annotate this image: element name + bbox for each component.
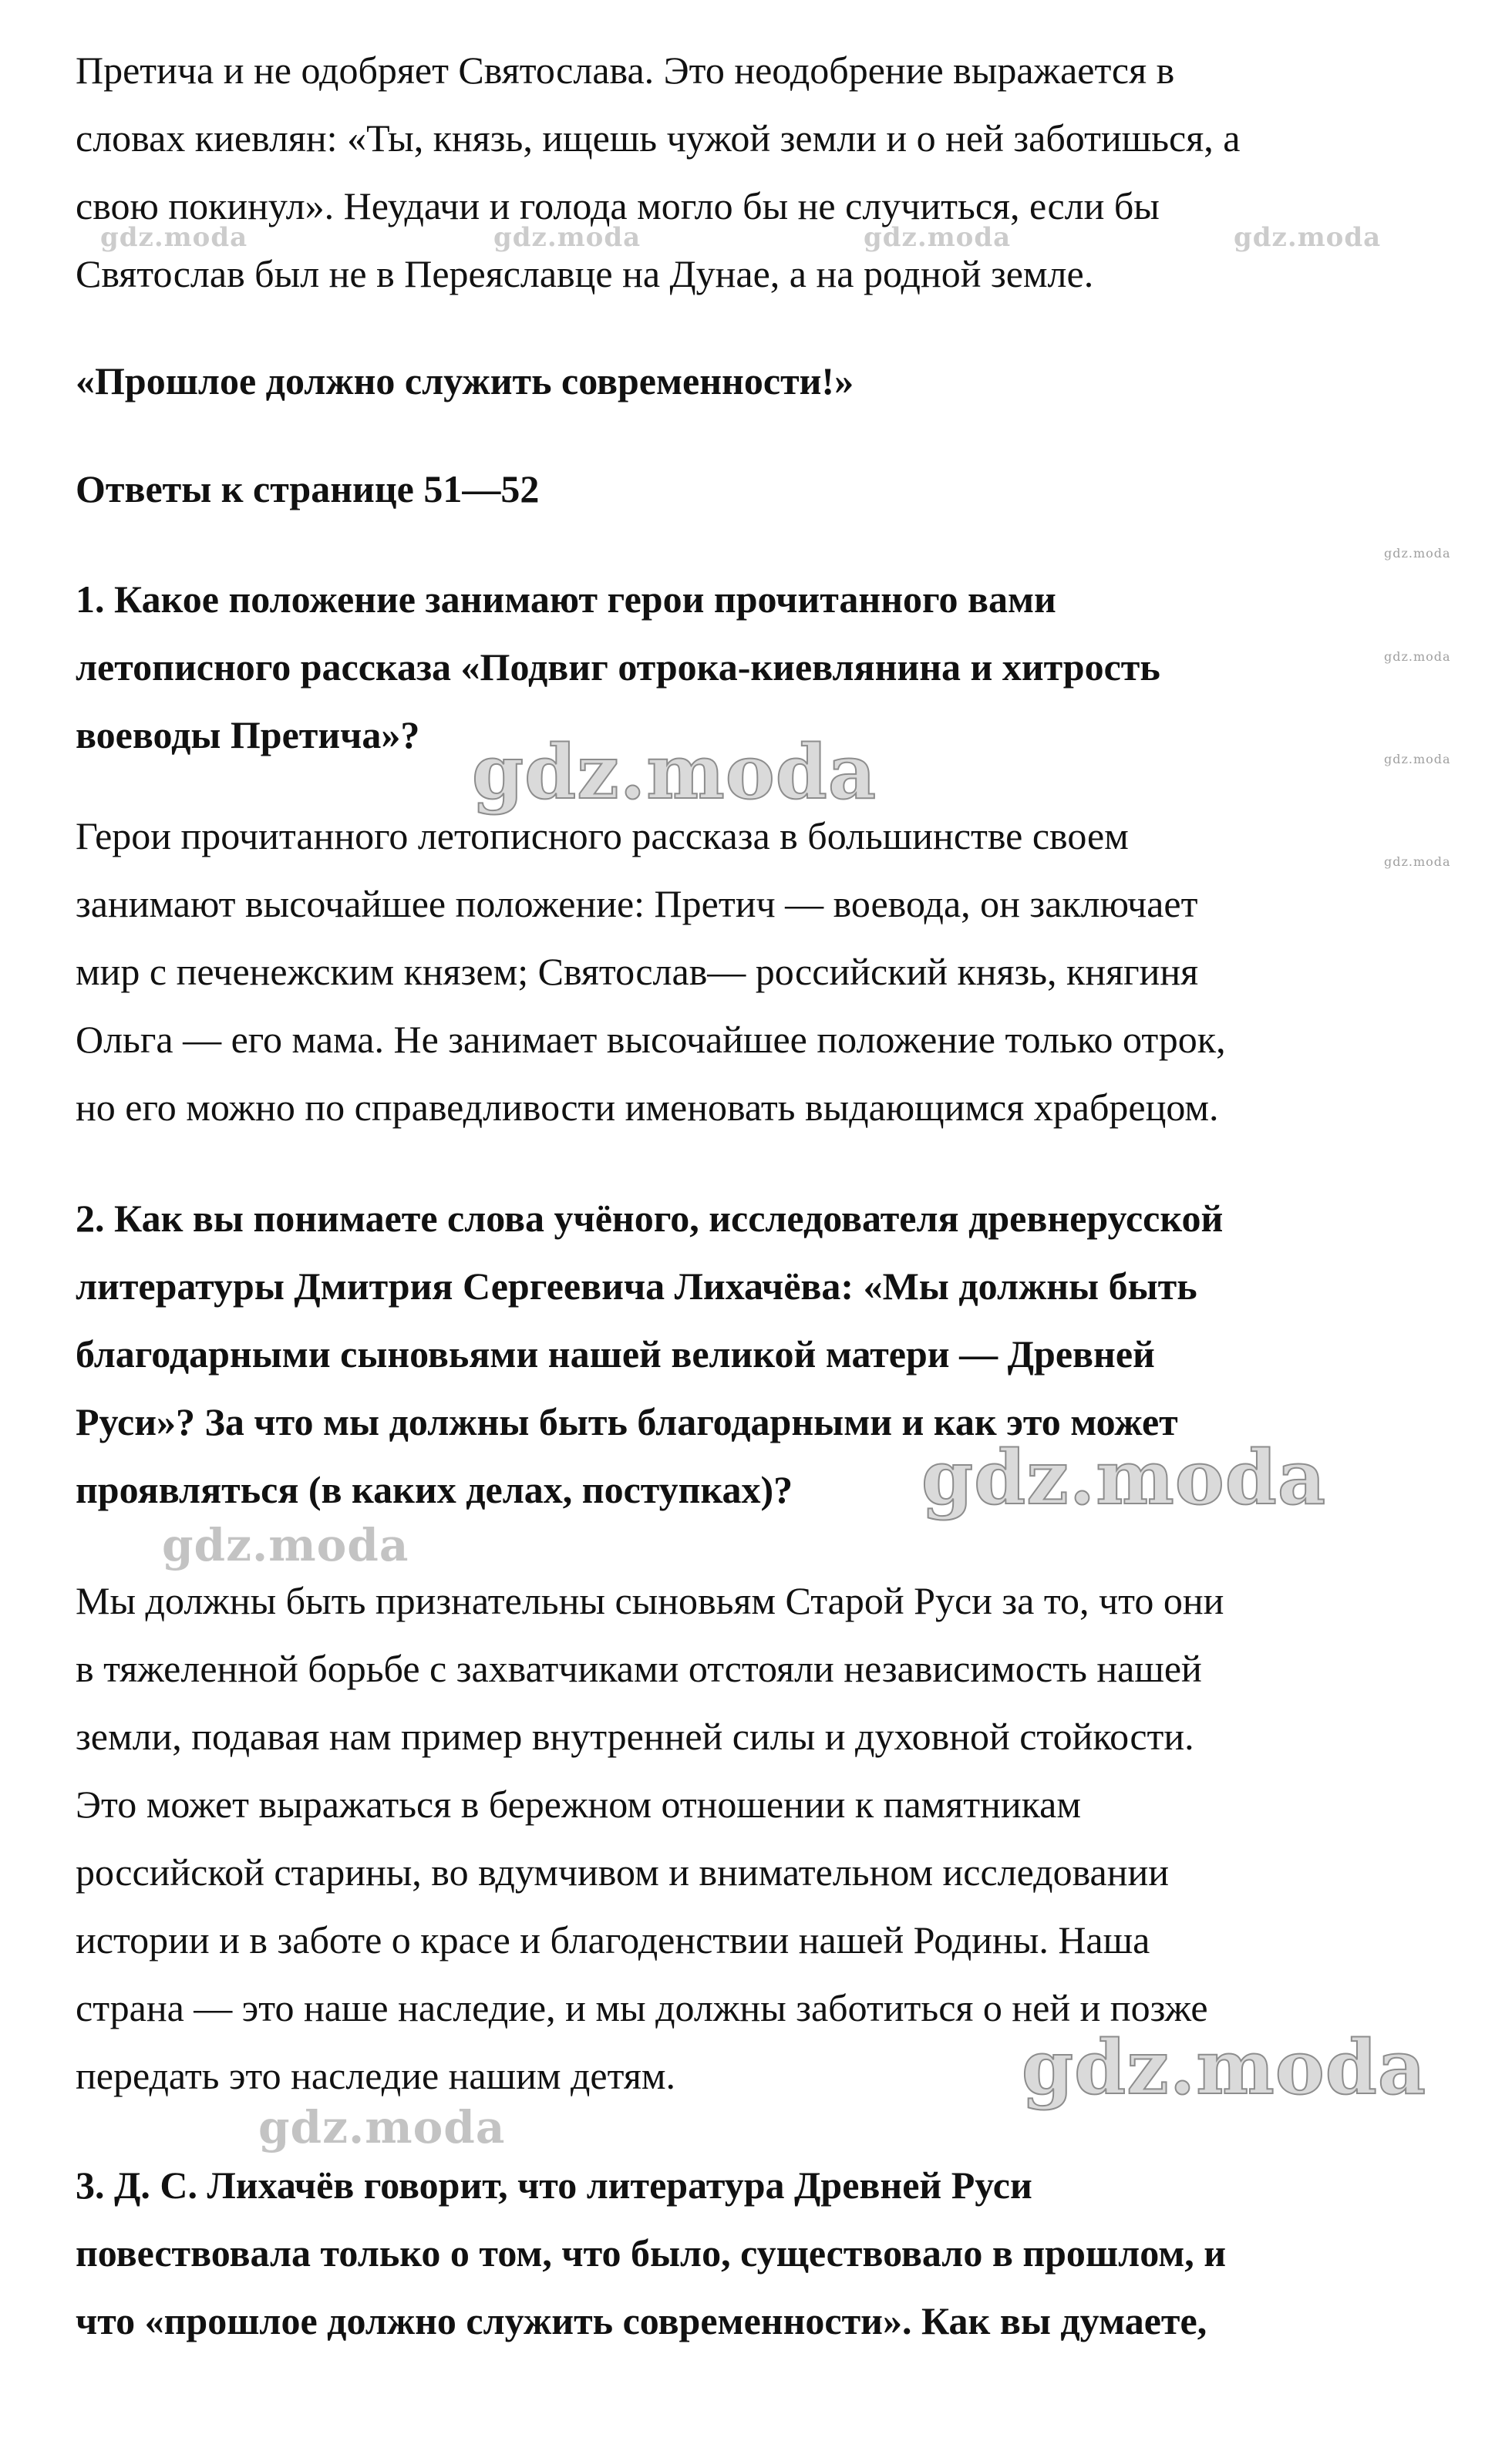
text-line: свою покинул». Неудачи и голода могло бы не случиться, если бы: [76, 184, 1160, 227]
question-line: воеводы Претича»?: [76, 713, 420, 756]
question-line: Руси»? За что мы должны быть благодарными и как это может: [76, 1400, 1178, 1443]
answers-heading: Ответы к странице 51—52: [76, 467, 540, 510]
question-line: 3. Д. С. Лихачёв говорит, что литература Древней Руси: [76, 2164, 1032, 2207]
answer-line: передать это наследие нашим детям.: [76, 2054, 675, 2097]
watermark: gdz.moda: [1384, 546, 1451, 561]
watermark: gdz.moda: [1234, 222, 1382, 253]
answer-line: российской старины, во вдумчивом и внимательном исследовании: [76, 1850, 1170, 1894]
watermark: gdz.moda: [472, 729, 877, 816]
question-line: благодарными сыновьями нашей великой матери — Древней: [76, 1332, 1155, 1376]
intro-paragraph: [76, 36, 1456, 308]
text-line: Претича и не одобряет Святослава. Это неодобрение выражается в: [76, 49, 1175, 92]
watermark: gdz.moda: [162, 1519, 409, 1571]
watermark: gdz.moda: [100, 222, 248, 253]
answer-line: но его можно по справедливости именовать выдающимся храбрецом.: [76, 1086, 1219, 1129]
answer-line: занимают высочайшее положение: Претич — воевода, он заключает: [76, 882, 1198, 925]
section-title: «Прошлое должно служить современности!»: [76, 359, 854, 402]
watermark: gdz.moda: [1022, 2024, 1427, 2111]
answer-1: [76, 802, 1456, 1141]
answer-line: в тяжеленной борьбе с захватчиками отстояли независимость нашей: [76, 1647, 1202, 1690]
watermark: gdz.moda: [258, 2101, 506, 2153]
answer-line: Это может выражаться в бережном отношении к памятникам: [76, 1783, 1082, 1826]
answer-line: земли, подавая нам пример внутренней силы и духовной стойкости.: [76, 1715, 1194, 1758]
question-line: 1. Какое положение занимают герои прочитанного вами: [76, 578, 1056, 621]
watermark: gdz.moda: [1384, 649, 1451, 664]
question-line: повествовала только о том, что было, существовало в прошлом, и: [76, 2231, 1227, 2275]
text-line: Святослав был не в Переяславце на Дунае, а на родной земле.: [76, 252, 1094, 295]
watermark: gdz.moda: [864, 222, 1012, 253]
question-line: что «прошлое должно служить современности». Как вы думаете,: [76, 2299, 1207, 2342]
watermark: gdz.moda: [493, 222, 642, 253]
answer-line: Ольга — его мама. Не занимает высочайшее положение только отрок,: [76, 1018, 1226, 1061]
answer-line: мир с печенежским князем; Святослав— российский князь, княгиня: [76, 950, 1199, 993]
question-line: литературы Дмитрия Сергеевича Лихачёва: «Мы должны быть: [76, 1264, 1197, 1308]
question-line: проявляться (в каких делах, поступках)?: [76, 1468, 793, 1511]
question-line: 2. Как вы понимаете слова учёного, исследователя древнерусской: [76, 1197, 1224, 1240]
answer-line: Герои прочитанного летописного рассказа в большинстве своем: [76, 814, 1129, 857]
watermark: gdz.moda: [1384, 752, 1451, 766]
question-3: [76, 2151, 1456, 2355]
question-line: летописного рассказа «Подвиг отрока-киевлянина и хитрость: [76, 645, 1160, 689]
answer-line: истории и в заботе о красе и благоденствии нашей Родины. Наша: [76, 1918, 1150, 1962]
text-line: словах киевлян: «Ты, князь, ищешь чужой земли и о ней заботишься, а: [76, 116, 1241, 160]
watermark: gdz.moda: [921, 1434, 1327, 1521]
watermark: gdz.moda: [1384, 854, 1451, 869]
answer-line: страна — это наше наследие, и мы должны заботиться о ней и позже: [76, 1986, 1208, 2029]
answer-line: Мы должны быть признательны сыновьям Старой Руси за то, что они: [76, 1579, 1224, 1622]
